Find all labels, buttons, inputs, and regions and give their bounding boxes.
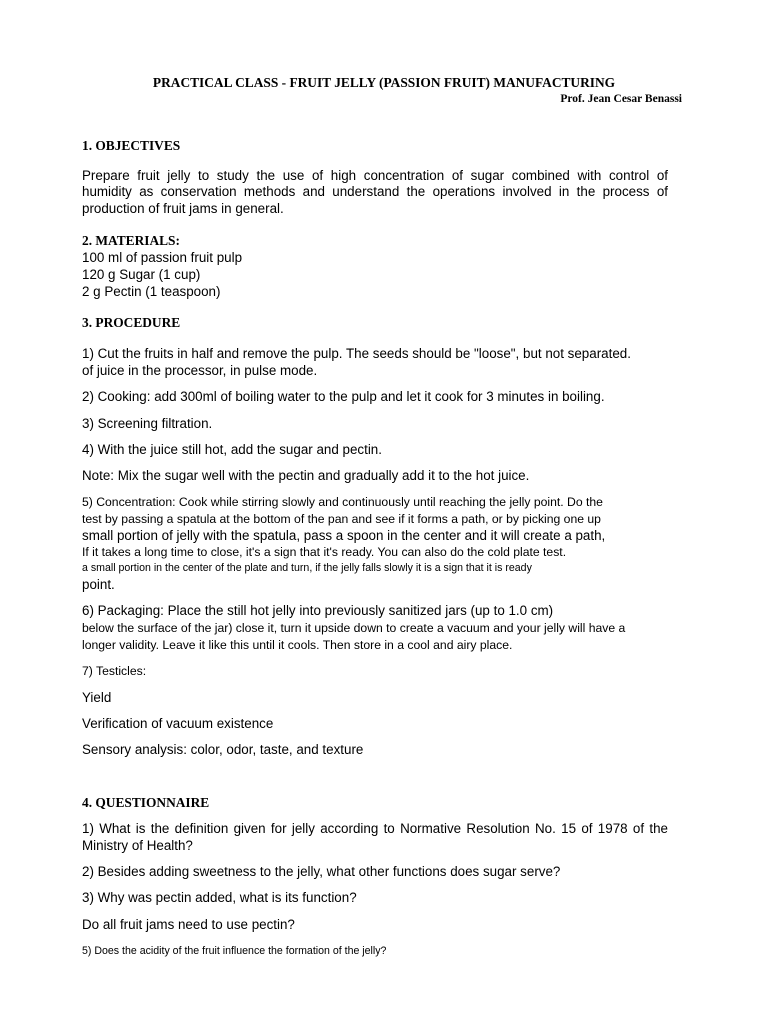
question-5: 5) Does the acidity of the fruit influence the formation of the jelly? <box>82 945 387 957</box>
document-author: Prof. Jean Cesar Benassi <box>560 93 682 105</box>
procedure-step-4: 4) With the juice still hot, add the sugar and pectin. <box>82 442 382 457</box>
objectives-line: Prepare fruit jelly to study the use of high concentration of sugar combined with control of <box>82 168 668 183</box>
procedure-step-5: If it takes a long time to close, it's a sign that it's ready. You can also do the cold plate test. <box>82 545 567 559</box>
procedure-step-5: point. <box>82 577 115 592</box>
procedure-step-6: longer validity. Leave it like this until it cools. Then store in a cool and airy place. <box>82 638 513 652</box>
procedure-step-1: of juice in the processor, in pulse mode. <box>82 363 318 378</box>
procedure-step-5: small portion of jelly with the spatula, pass a spoon in the center and it will create a path, <box>82 528 606 543</box>
procedure-step-6: 6) Packaging: Place the still hot jelly into previously sanitized jars (up to 1.0 cm) <box>82 603 554 618</box>
procedure-step-2: 2) Cooking: add 300ml of boiling water to the pulp and let it cook for 3 minutes in boiling. <box>82 389 605 404</box>
procedure-step-1: 1) Cut the fruits in half and remove the pulp. The seeds should be "loose", but not separated. <box>82 346 631 361</box>
procedure-step-5: 5) Concentration: Cook while stirring slowly and continuously until reaching the jelly point. Do the <box>82 495 603 509</box>
question-2: 2) Besides adding sweetness to the jelly, what other functions does sugar serve? <box>82 864 561 879</box>
procedure-step-5: a small portion in the center of the plate and turn, if the jelly falls slowly it is a sign that it is ready <box>82 562 532 574</box>
procedure-step-7: 7) Testicles: <box>82 664 147 678</box>
question-1: 1) What is the definition given for jelly according to Normative Resolution No. 15 of 1978 of the <box>82 821 668 836</box>
objectives-line: humidity as conservation methods and understand the operations involved in the process of <box>82 184 668 199</box>
document-title: PRACTICAL CLASS - FRUIT JELLY (PASSION FRUIT) MANUFACTURING <box>152 75 616 90</box>
materials-heading: 2. MATERIALS: <box>82 233 180 248</box>
question-3: 3) Why was pectin added, what is its function? <box>82 890 357 905</box>
procedure-heading: 3. PROCEDURE <box>82 315 181 330</box>
materials-item: 2 g Pectin (1 teaspoon) <box>82 284 221 299</box>
procedure-step-5: test by passing a spatula at the bottom of the pan and see if it forms a path, or by picking one up <box>82 512 601 526</box>
test-item: Verification of vacuum existence <box>82 716 274 731</box>
procedure-step-6: below the surface of the jar) close it, turn it upside down to create a vacuum and your jelly will have a <box>82 621 626 635</box>
objectives-heading: 1. OBJECTIVES <box>82 138 181 153</box>
question-1: Ministry of Health? <box>82 838 193 853</box>
procedure-step-3: 3) Screening filtration. <box>82 416 213 431</box>
question-4: Do all fruit jams need to use pectin? <box>82 917 295 932</box>
test-item: Yield <box>82 690 112 705</box>
procedure-note: Note: Mix the sugar well with the pectin and gradually add it to the hot juice. <box>82 468 530 483</box>
materials-item: 120 g Sugar (1 cup) <box>82 267 201 282</box>
test-item: Sensory analysis: color, odor, taste, and texture <box>82 742 364 757</box>
materials-item: 100 ml of passion fruit pulp <box>82 250 243 265</box>
objectives-line: production of fruit jams in general. <box>82 201 284 216</box>
questionnaire-heading: 4. QUESTIONNAIRE <box>82 795 210 810</box>
